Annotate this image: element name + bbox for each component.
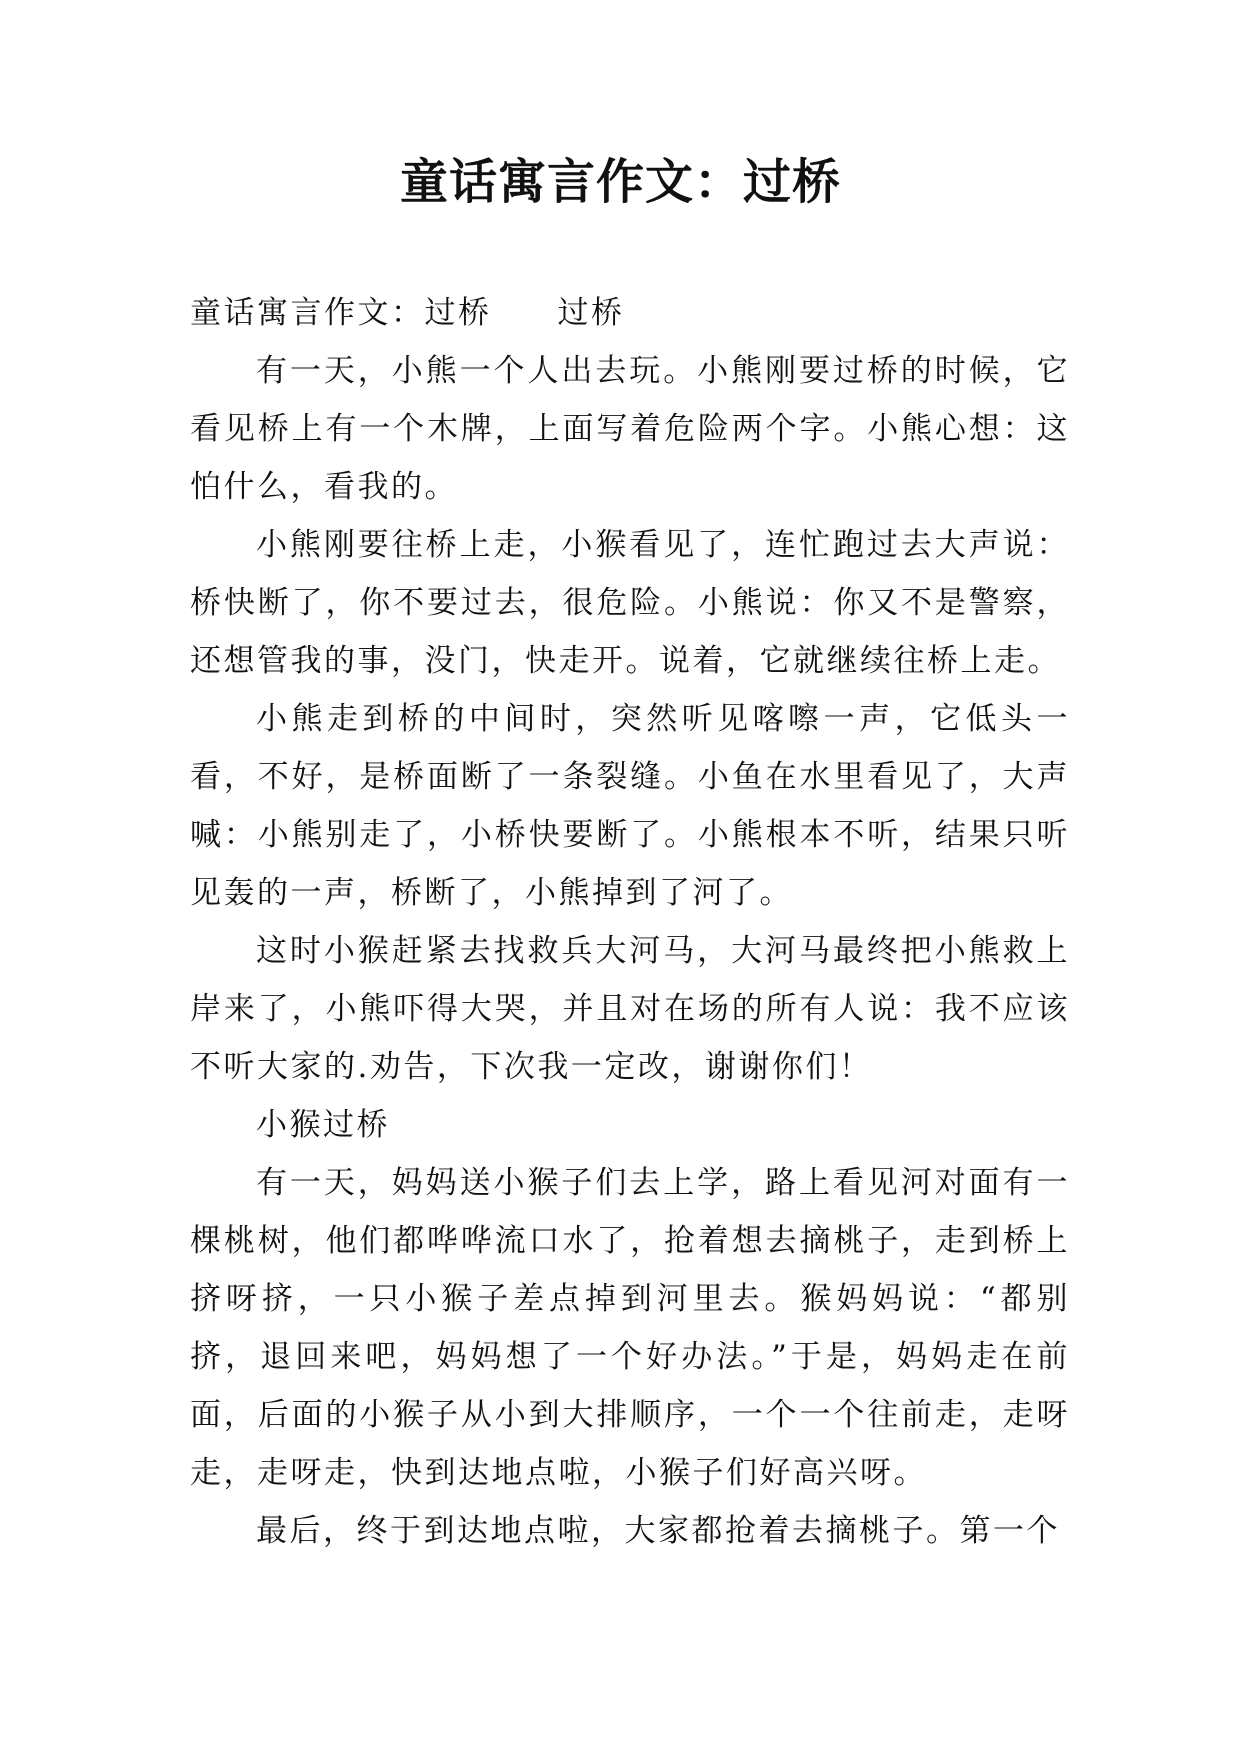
paragraph-4: 这时小猴赶紧去找救兵大河马，大河马最终把小熊救上岸来了，小熊吓得大哭，并且对在场的所有人说：我不应该不听大家的.劝告，下次我一定改，谢谢你们！ <box>190 933 1070 1085</box>
paragraph-3: 小熊走到桥的中间时，突然听见喀嚓一声，它低头一看，不好，是桥面断了一条裂缝。小鱼在水里看见了，大声喊：小熊别走了，小桥快要断了。小熊根本不听，结果只听见轰的一声，桥断了，小熊掉到了河了。 <box>190 701 1070 911</box>
document-body <box>190 284 1070 1560</box>
section-heading: 小猴过桥 <box>256 1107 390 1143</box>
subtitle-left: 童话寓言作文：过桥 <box>190 295 492 331</box>
paragraph-5: 有一天，妈妈送小猴子们去上学，路上看见河对面有一棵桃树，他们都哗哗流口水了，抢着想去摘桃子，走到桥上挤呀挤，一只小猴子差点掉到河里去。猴妈妈说：“都别挤，退回来吧，妈妈想了一个好办法。”于是，妈妈走在前面，后面的小猴子从小到大排顺序，一个一个往前走，走呀走，走呀走，快到达地点啦，小猴子们好高兴呀。 <box>190 1165 1070 1491</box>
paragraph-2: 小熊刚要往桥上走，小猴看见了，连忙跑过去大声说：桥快断了，你不要过去，很危险。小熊说：你又不是警察，还想管我的事，没门，快走开。说着，它就继续往桥上走。 <box>190 527 1070 679</box>
paragraph-6: 最后，终于到达地点啦，大家都抢着去摘桃子。第一个 <box>256 1513 1060 1549</box>
paragraph-1: 有一天，小熊一个人出去玩。小熊刚要过桥的时候，它看见桥上有一个木牌，上面写着危险两个字。小熊心想：这怕什么，看我的。 <box>190 353 1070 505</box>
subtitle-line <box>190 284 1070 342</box>
document-title: 童话寓言作文：过桥 <box>399 154 841 210</box>
subtitle-right: 过桥 <box>557 295 625 331</box>
